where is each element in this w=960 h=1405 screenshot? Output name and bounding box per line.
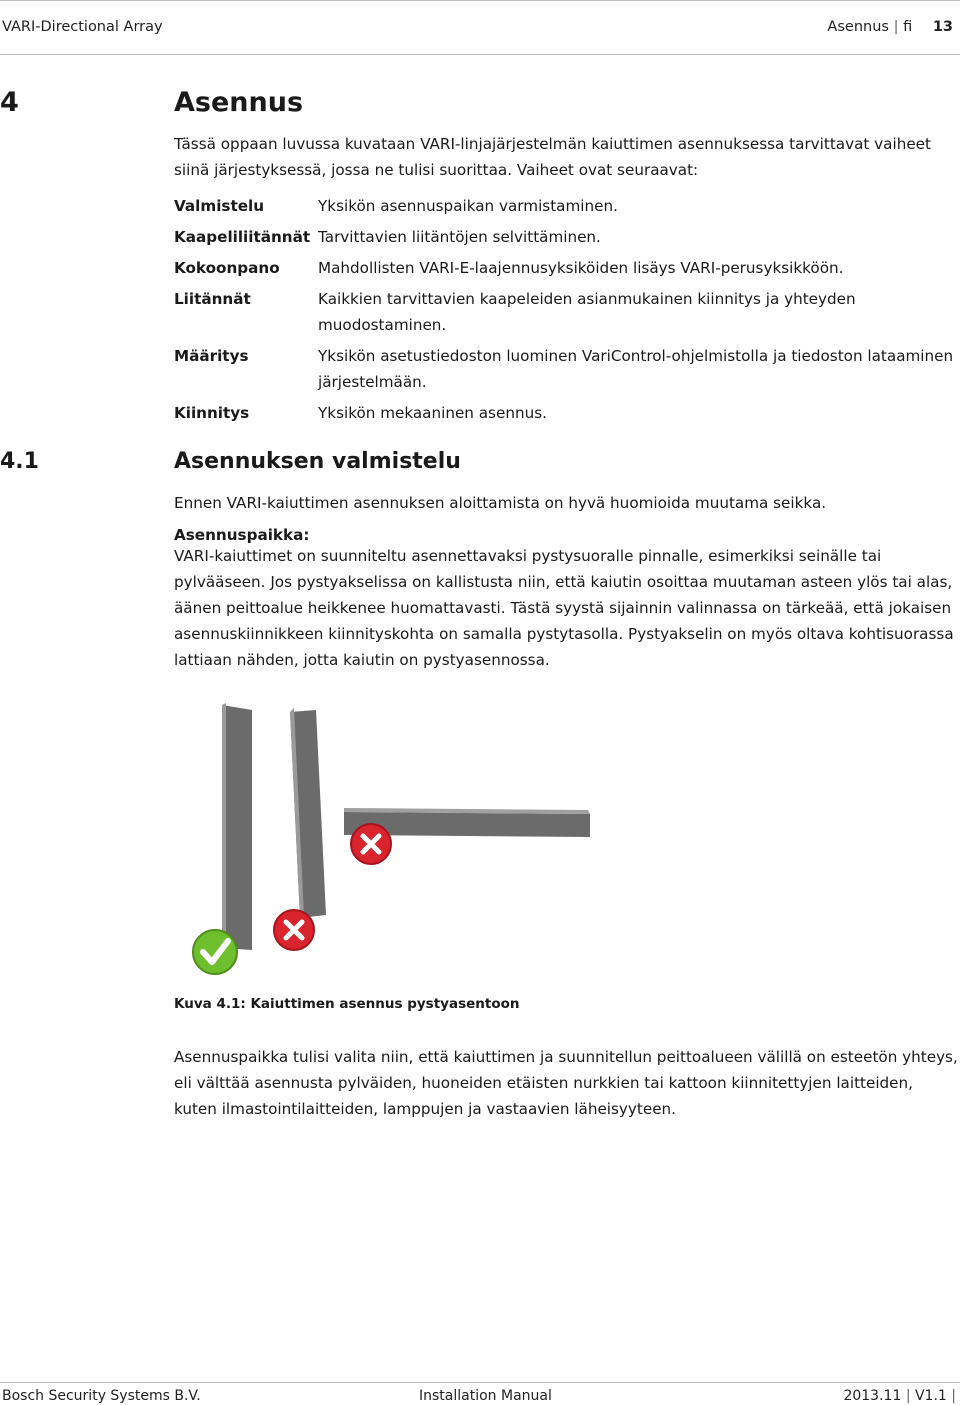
step-description: Tarvittavien liitäntöjen selvittäminen. bbox=[318, 228, 601, 246]
header-doc-title: VARI-Directional Array bbox=[2, 19, 163, 35]
step-description: Yksikön asetustiedoston luominen VariControl-ohjelmistolla ja tiedoston lataaminen järjestelmään. bbox=[318, 347, 954, 391]
step-term: Kiinnitys bbox=[174, 404, 250, 422]
step-term: Määritys bbox=[174, 347, 249, 365]
steps-list bbox=[174, 193, 960, 431]
figure-speaker-mounting bbox=[174, 690, 604, 990]
footer-rule bbox=[0, 1382, 960, 1383]
chapter-intro: Tässä oppaan luvussa kuvataan VARI-linjajärjestelmän kaiuttimen asennuksessa tarvittavat vaiheet siinä järjestyksessä, jossa ne tulisi suorittaa. Vaiheet ovat seuraavat: bbox=[174, 135, 931, 179]
speaker-vertical bbox=[222, 703, 252, 950]
subheading-installation-site: Asennuspaikka: bbox=[174, 526, 310, 544]
header-lang: fi bbox=[903, 19, 913, 35]
cross-icon bbox=[274, 910, 314, 950]
cross-icon bbox=[351, 824, 391, 864]
section-intro: Ennen VARI-kaiuttimen asennuksen aloittamista on hyvä huomioida muutama seikka. bbox=[174, 494, 827, 512]
section-body: VARI-kaiuttimet on suunniteltu asennettavaksi pystysuoralle pinnalle, esimerkiksi seinälle tai pylvääseen. Jos pystyakselissa on kallistusta niin, että kaiutin osoittaa muutaman asteen ylös tai alas, äänen peittoalue heikkenee huomattavasti. Tästä syystä sijainnin valinnassa on tärkeää, että jokaisen asennuskiinnikkeen kiinnityskohta on samalla pystytasolla. Pystyakselin on myös oltava kohtisuorassa lattiaan nähden, jotta kaiutin on pystyasennossa. bbox=[174, 547, 954, 669]
chapter-number: 4 bbox=[0, 87, 19, 118]
footer-version: V1.1 bbox=[914, 1388, 947, 1404]
step-item bbox=[174, 343, 960, 395]
step-description: Kaikkien tarvittavien kaapeleiden asianmukainen kiinnitys ja yhteyden muodostaminen. bbox=[318, 290, 856, 334]
section-closing: Asennuspaikka tulisi valita niin, että kaiuttimen ja suunnitellun peittoalueen välillä on esteetön yhteys, eli välttää asennusta pylväiden, huoneiden etäisten nurkkien tai kattoon kiinnitettyjen laitteiden, kuten ilmastointilaitteiden, lamppujen ja vastaavien läheisyyteen. bbox=[174, 1048, 958, 1118]
footer-doc-type: Installation Manual bbox=[419, 1388, 552, 1404]
footer-date: 2013.11 bbox=[843, 1388, 902, 1404]
header-bottom-rule bbox=[0, 54, 960, 55]
figure-caption: Kuva 4.1: Kaiuttimen asennus pystyasentoon bbox=[174, 996, 520, 1012]
header-top-rule bbox=[0, 0, 960, 1]
header-right bbox=[827, 19, 953, 35]
step-item bbox=[174, 224, 960, 250]
step-term: Valmistelu bbox=[174, 197, 265, 215]
step-item bbox=[174, 255, 960, 281]
section-title: Asennuksen valmistelu bbox=[174, 449, 461, 474]
chapter-title: Asennus bbox=[174, 87, 304, 118]
page-number: 13 bbox=[932, 19, 953, 35]
step-item bbox=[174, 400, 960, 426]
speaker-tilted bbox=[290, 708, 326, 918]
footer-separator: | bbox=[951, 1388, 956, 1404]
step-description: Mahdollisten VARI-E-laajennusyksiköiden lisäys VARI-perusyksikköön. bbox=[318, 259, 844, 277]
step-term: Kokoonpano bbox=[174, 259, 280, 277]
footer-right bbox=[843, 1388, 956, 1404]
header-separator: | bbox=[893, 19, 904, 35]
step-item bbox=[174, 193, 960, 219]
check-icon bbox=[193, 930, 237, 974]
step-term: Liitännät bbox=[174, 290, 251, 308]
footer-separator: | bbox=[905, 1388, 915, 1404]
step-term: Kaapeliliitännät bbox=[174, 228, 311, 246]
header-section: Asennus bbox=[827, 19, 889, 35]
footer-company: Bosch Security Systems B.V. bbox=[2, 1388, 201, 1404]
step-description: Yksikön mekaaninen asennus. bbox=[318, 404, 547, 422]
step-description: Yksikön asennuspaikan varmistaminen. bbox=[318, 197, 618, 215]
step-item bbox=[174, 286, 960, 338]
section-number: 4.1 bbox=[0, 449, 39, 474]
